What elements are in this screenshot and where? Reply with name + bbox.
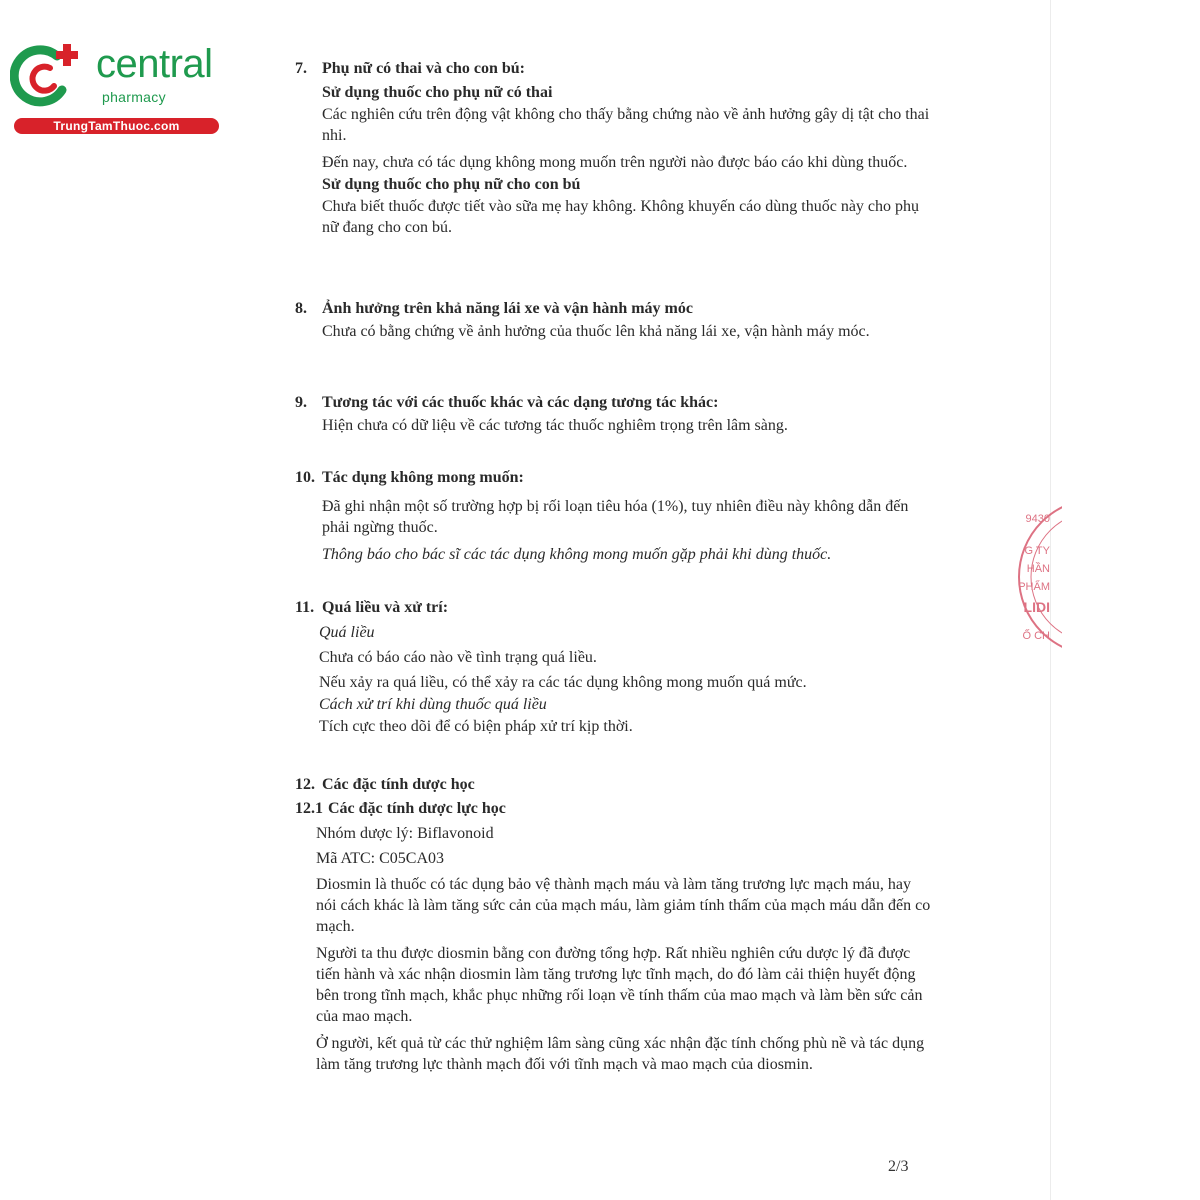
section-11 [295,596,935,739]
paragraph: Chưa biết thuốc được tiết vào sữa mẹ hay không. Không khuyến cáo dùng thuốc này cho phụ nữ đang cho con bú. [322,198,920,236]
section-heading [295,773,935,797]
italic-subheading: Cách xử trí khi dùng thuốc quá liều [319,696,547,713]
paragraph: Diosmin là thuốc có tác dụng bảo vệ thành mạch máu và làm tăng trương lực mạch máu, hay nói cách khác là làm tăng sức cản của mạch máu, làm giảm tính thấm của mạch máu dẫn đến co mạch. [316,876,931,935]
paragraph: Chưa có bằng chứng về ảnh hưởng của thuốc lên khả năng lái xe, vận hành máy móc. [322,323,870,340]
company-stamp [1012,495,1062,660]
stamp-text: Ố CH [1022,630,1050,642]
italic-paragraph: Thông báo cho bác sĩ các tác dụng không mong muốn gặp phải khi dùng thuốc. [322,546,832,563]
paragraph: Hiện chưa có dữ liệu về các tương tác thuốc nghiêm trọng trên lâm sàng. [322,417,788,434]
section-title: Các đặc tính dược học [322,776,475,793]
italic-subheading: Quá liều [319,624,375,641]
subsection-title: Các đặc tính dược lực học [328,800,506,817]
section-title: Phụ nữ có thai và cho con bú: [322,60,525,77]
section-number: 11. [295,599,315,616]
page-number: 2/3 [888,1158,909,1175]
section-body [322,321,935,342]
section-number: 8. [295,300,307,317]
brand-url: TrungTamThuoc.com [14,118,219,134]
section-number: 12. [295,776,315,793]
section-body [322,81,935,238]
section-heading [295,297,935,321]
subheading: Sử dụng thuốc cho phụ nữ có thai [322,84,553,101]
paragraph: Tích cực theo dõi để có biện pháp xử trí kịp thời. [319,718,633,735]
subsection-heading [295,797,935,821]
section-7 [295,57,935,238]
brand-name: central [96,42,213,86]
section-10 [295,466,935,565]
section-title: Tác dụng không mong muốn: [322,469,524,486]
paragraph: Chưa có báo cáo nào về tình trạng quá liều. [319,649,597,666]
section-heading [295,466,935,490]
section-heading [295,57,935,81]
section-body [316,821,935,1075]
paragraph: Đến nay, chưa có tác dụng không mong muốn trên người nào được báo cáo khi dùng thuốc. [322,154,908,171]
section-number: 10. [295,469,315,486]
section-title: Ảnh hưởng trên khả năng lái xe và vận hành máy móc [322,300,693,317]
stamp-text: 9430 [1025,513,1050,525]
section-number: 9. [295,394,307,411]
section-title: Tương tác với các thuốc khác và các dạng tương tác khác: [322,394,719,411]
section-body [322,415,935,436]
brand-tagline: pharmacy [102,89,166,105]
stamp-text: PHẨM [1018,581,1050,593]
section-heading [295,391,935,415]
paragraph: Đã ghi nhận một số trường hợp bị rối loạn tiêu hóa (1%), tuy nhiên điều này không dẫn đến phải ngừng thuốc. [322,498,909,536]
paragraph: Người ta thu được diosmin bằng con đường tổng hợp. Rất nhiều nghiên cứu dược lý đã được tiến hành và xác nhận diosmin làm tăng trương lực tĩnh mạch, do đó làm cải thiện huyết động bên trong tĩnh mạch, khắc phục những rối loạn về tính thấm của mao mạch và làm bền sức cản của mao mạch. [316,945,923,1025]
section-heading [295,596,935,620]
stamp-text: LIDI [1023,599,1050,615]
paragraph: Nhóm dược lý: Biflavonoid [316,825,494,842]
subheading: Sử dụng thuốc cho phụ nữ cho con bú [322,176,581,193]
section-number: 7. [295,60,307,77]
section-9 [295,391,935,436]
paragraph: Các nghiên cứu trên động vật không cho thấy bằng chứng nào về ảnh hưởng gây dị tật cho thai nhi. [322,106,930,144]
section-body [319,620,935,739]
paragraph: Nếu xảy ra quá liều, có thể xảy ra các tác dụng không mong muốn quá mức. [319,674,807,691]
paragraph: Ở người, kết quả từ các thử nghiệm lâm sàng cũng xác nhận đặc tính chống phù nề và tác dụng làm tăng trương lực thành mạch đối với tĩnh mạch và mao mạch của diosmin. [316,1035,925,1073]
section-8 [295,297,935,342]
stamp-text: HẦN [1026,563,1050,575]
section-title: Quá liều và xử trí: [322,599,449,616]
subsection-number: 12.1 [295,800,323,817]
section-body [322,496,935,565]
paragraph: Mã ATC: C05CA03 [316,850,445,867]
stamp-text: G TY [1024,545,1050,557]
section-12 [295,773,935,1075]
